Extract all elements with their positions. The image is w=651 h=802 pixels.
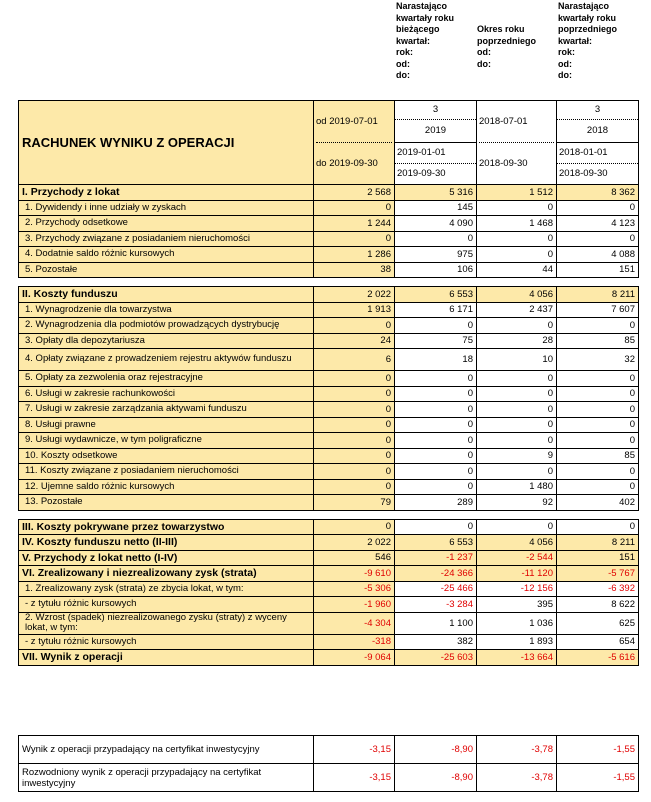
row-value: -25 603 [395,650,477,666]
row-value: 1 100 [395,612,477,634]
table-row [19,566,639,582]
row-value: 85 [557,448,639,464]
period-c4-to: 2018-09-30 [559,168,608,179]
table-row [19,349,639,371]
income-statement-table [18,100,639,666]
row-value: 0 [477,417,557,433]
row-label: 5. Pozostałe [19,262,314,278]
row-value: 0 [314,231,395,247]
row-value: 975 [395,247,477,263]
period-header-row [19,101,639,185]
row-value: 0 [477,200,557,216]
col-header-line: od: [558,58,572,69]
row-value: 4 088 [557,247,639,263]
row-value: 1 480 [477,479,557,495]
table-row [19,612,639,634]
period-c2-quarter: 3 [395,101,476,120]
row-label: 1. Wynagrodzenie dla towarzystwa [19,302,314,318]
row-value: 6 553 [395,535,477,551]
col-header-line: Okres roku [477,24,525,34]
row-value: -12 156 [477,581,557,597]
spacer-row [19,510,639,519]
row-value: 1 468 [477,216,557,232]
row-value: 145 [395,200,477,216]
row-label: V. Przychody z lokat netto (I-IV) [19,550,314,566]
row-label: VII. Wynik z operacji [19,650,314,666]
row-value: -24 366 [395,566,477,582]
period-c1 [314,101,395,185]
row-value: 0 [395,479,477,495]
table-row [19,318,639,334]
table-row [19,495,639,511]
table-row [19,479,639,495]
row-value: 79 [314,495,395,511]
row-value: 4 090 [395,216,477,232]
row-value: 92 [477,495,557,511]
row-value: 0 [477,247,557,263]
period-c1-from: od 2019-07-01 [316,101,392,143]
row-label: - z tytułu różnic kursowych [19,634,314,650]
row-value: 0 [477,231,557,247]
row-value: 0 [395,464,477,480]
row-value: 0 [395,318,477,334]
row-value: 402 [557,495,639,511]
col-header-line: od: [396,58,410,69]
row-value: 151 [557,550,639,566]
col-header-line: poprzedniego [477,35,536,46]
col-header-line: rok: [396,47,414,57]
table-row [19,634,639,650]
row-label: 3. Opłaty dla depozytariusza [19,333,314,349]
row-label: 12. Ujemne saldo różnic kursowych [19,479,314,495]
col-header-line: bieżącego [396,24,440,34]
row-value: 395 [477,597,557,613]
table-row [19,448,639,464]
row-value: 0 [477,464,557,480]
row-label: I. Przychody z lokat [19,185,314,201]
table-row [19,464,639,480]
table-row [19,287,639,303]
table-row [19,550,639,566]
period-c4-quarter: 3 [557,101,638,120]
row-value: 0 [314,448,395,464]
table-row [19,216,639,232]
period-c4-from: 2018-01-01 [557,143,638,164]
table-row [19,535,639,551]
row-value: 0 [314,386,395,402]
table-row [19,262,639,278]
row-value: 1 286 [314,247,395,263]
row-value: 0 [557,318,639,334]
col-header-current-cumulative [396,1,454,82]
row-value: 0 [557,386,639,402]
row-value: -1,55 [557,764,639,792]
row-value: 0 [557,479,639,495]
row-value: 7 607 [557,302,639,318]
col-header-line: do: [396,70,410,80]
table-row [19,581,639,597]
row-value: 1 244 [314,216,395,232]
table-row [19,519,639,535]
period-c3-from: 2018-07-01 [479,101,554,143]
statement-title: RACHUNEK WYNIKU Z OPERACJI [19,101,314,185]
row-value: -1,55 [557,736,639,764]
col-header-line: kwartały roku [396,12,455,23]
row-value: 2 568 [314,185,395,201]
row-value: 0 [477,402,557,418]
row-label: 4. Dodatnie saldo różnic kursowych [19,247,314,263]
row-value: 0 [395,371,477,387]
col-header-prior-cumulative [558,1,617,82]
row-value: -5 616 [557,650,639,666]
row-value: 8 211 [557,287,639,303]
row-value: 8 622 [557,597,639,613]
col-header-line: kwartały roku [558,12,617,23]
row-value: 0 [477,433,557,449]
row-value: 151 [557,262,639,278]
row-value: 6 553 [395,287,477,303]
row-label: 8. Usługi prawne [19,417,314,433]
row-value: 0 [395,433,477,449]
row-value: 38 [314,262,395,278]
row-label: VI. Zrealizowany i niezrealizowany zysk (strata) [19,566,314,582]
table-row [19,650,639,666]
row-value: 44 [477,262,557,278]
row-label: 3. Przychody związane z posiadaniem nieruchomości [19,231,314,247]
row-value: 0 [314,200,395,216]
row-value: 382 [395,634,477,650]
row-label: 1. Zrealizowany zysk (strata) ze zbycia lokat, w tym: [19,581,314,597]
row-value: 18 [395,349,477,371]
table-row [19,371,639,387]
row-value: -1 237 [395,550,477,566]
row-value: 0 [557,402,639,418]
row-value: 0 [395,448,477,464]
row-value: 1 512 [477,185,557,201]
row-value: 289 [395,495,477,511]
row-value: -13 664 [477,650,557,666]
col-header-line: rok: [558,47,576,57]
row-value: 0 [557,371,639,387]
row-value: -5 306 [314,581,395,597]
row-label: 2. Wynagrodzenia dla podmiotów prowadzących dystrybucję [19,318,314,334]
row-value: -11 120 [477,566,557,582]
row-value: -3,78 [477,736,557,764]
row-value: 8 211 [557,535,639,551]
row-value: 0 [314,402,395,418]
row-value: 0 [395,417,477,433]
row-value: 85 [557,333,639,349]
table-row [19,736,639,764]
row-label: 13. Pozostałe [19,495,314,511]
row-value: 6 171 [395,302,477,318]
row-value: -3,78 [477,764,557,792]
row-value: -4 304 [314,612,395,634]
spacer-row [19,278,639,287]
period-c2 [395,101,477,185]
period-c2-year: 2019 [395,120,476,143]
row-value: 0 [395,402,477,418]
row-value: 2 437 [477,302,557,318]
period-c2-from: 2019-01-01 [395,143,476,164]
row-value: -3,15 [314,764,395,792]
row-value: 32 [557,349,639,371]
period-c2-to: 2019-09-30 [397,168,446,179]
row-value: -25 466 [395,581,477,597]
row-value: 1 036 [477,612,557,634]
row-value: 546 [314,550,395,566]
row-value: 0 [557,519,639,535]
row-value: 4 056 [477,287,557,303]
table-row [19,433,639,449]
row-value: 0 [477,519,557,535]
row-label: 4. Opłaty związane z prowadzeniem rejestru aktywów funduszu [19,349,314,371]
row-value: 0 [557,417,639,433]
row-value: -9 610 [314,566,395,582]
row-value: 0 [314,519,395,535]
col-header-line: do: [477,58,491,69]
row-value: 2 022 [314,287,395,303]
per-certificate-table [18,735,639,792]
row-value: 0 [477,371,557,387]
col-header-line: Narastająco [558,1,610,11]
table-row [19,200,639,216]
col-header-line: do: [558,70,572,80]
row-value: 0 [395,231,477,247]
period-c4-year: 2018 [557,120,638,143]
table-row [19,231,639,247]
row-value: 0 [314,318,395,334]
period-c1-to: do 2019-09-30 [316,158,378,169]
col-header-line: poprzedniego [558,24,617,34]
period-c3-to: 2018-09-30 [479,158,528,169]
row-value: 0 [477,318,557,334]
row-label: Rozwodniony wynik z operacji przypadający na certyfikat inwestycyjny [19,764,314,792]
col-header-line: od: [477,47,491,57]
col-header-prior-period [477,24,536,70]
row-label: 2. Przychody odsetkowe [19,216,314,232]
row-value: 0 [557,464,639,480]
row-value: -9 064 [314,650,395,666]
row-value: 625 [557,612,639,634]
table-row [19,247,639,263]
row-label: 6. Usługi w zakresie rachunkowości [19,386,314,402]
table-row [19,185,639,201]
row-value: 2 022 [314,535,395,551]
row-value: -318 [314,634,395,650]
table-row [19,386,639,402]
row-value: 0 [477,386,557,402]
row-label: - z tytułu różnic kursowych [19,597,314,613]
table-row [19,333,639,349]
row-value: 0 [557,433,639,449]
row-label: 1. Dywidendy i inne udziały w zyskach [19,200,314,216]
row-value: -8,90 [395,736,477,764]
row-value: -1 960 [314,597,395,613]
row-value: 0 [314,464,395,480]
row-value: 106 [395,262,477,278]
row-value: 6 [314,349,395,371]
col-header-line: kwartał: [558,35,593,46]
row-value: -3,15 [314,736,395,764]
row-value: -8,90 [395,764,477,792]
row-value: 0 [314,479,395,495]
row-value: -3 284 [395,597,477,613]
row-value: 0 [395,386,477,402]
row-value: -2 544 [477,550,557,566]
row-label: 10. Koszty odsetkowe [19,448,314,464]
row-label: Wynik z operacji przypadający na certyfikat inwestycyjny [19,736,314,764]
row-label: 7. Usługi w zakresie zarządzania aktywami funduszu [19,402,314,418]
row-label: 11. Koszty związane z posiadaniem nieruchomości [19,464,314,480]
table-row [19,302,639,318]
row-value: 0 [314,417,395,433]
row-value: 1 913 [314,302,395,318]
row-value: 5 316 [395,185,477,201]
row-value: 0 [395,519,477,535]
row-value: 75 [395,333,477,349]
row-label: III. Koszty pokrywane przez towarzystwo [19,519,314,535]
table-row [19,764,639,792]
period-c3 [477,101,557,185]
row-value: 0 [314,433,395,449]
row-value: 8 362 [557,185,639,201]
col-header-line: Narastająco [396,1,448,11]
period-c4 [557,101,639,185]
table-row [19,402,639,418]
row-value: 4 056 [477,535,557,551]
row-label: 2. Wzrost (spadek) niezrealizowanego zysku (straty) z wyceny lokat, w tym: [19,612,314,634]
row-label: II. Koszty funduszu [19,287,314,303]
row-label: IV. Koszty funduszu netto (II-III) [19,535,314,551]
row-value: -6 392 [557,581,639,597]
col-header-line: kwartał: [396,35,431,46]
row-value: -5 767 [557,566,639,582]
row-value: 0 [557,231,639,247]
row-value: 654 [557,634,639,650]
row-value: 9 [477,448,557,464]
row-value: 1 893 [477,634,557,650]
table-row [19,597,639,613]
row-value: 28 [477,333,557,349]
row-value: 24 [314,333,395,349]
row-value: 0 [557,200,639,216]
row-value: 10 [477,349,557,371]
row-label: 9. Usługi wydawnicze, w tym poligraficzne [19,433,314,449]
row-label: 5. Opłaty za zezwolenia oraz rejestracyjne [19,371,314,387]
row-value: 4 123 [557,216,639,232]
row-value: 0 [314,371,395,387]
table-row [19,417,639,433]
